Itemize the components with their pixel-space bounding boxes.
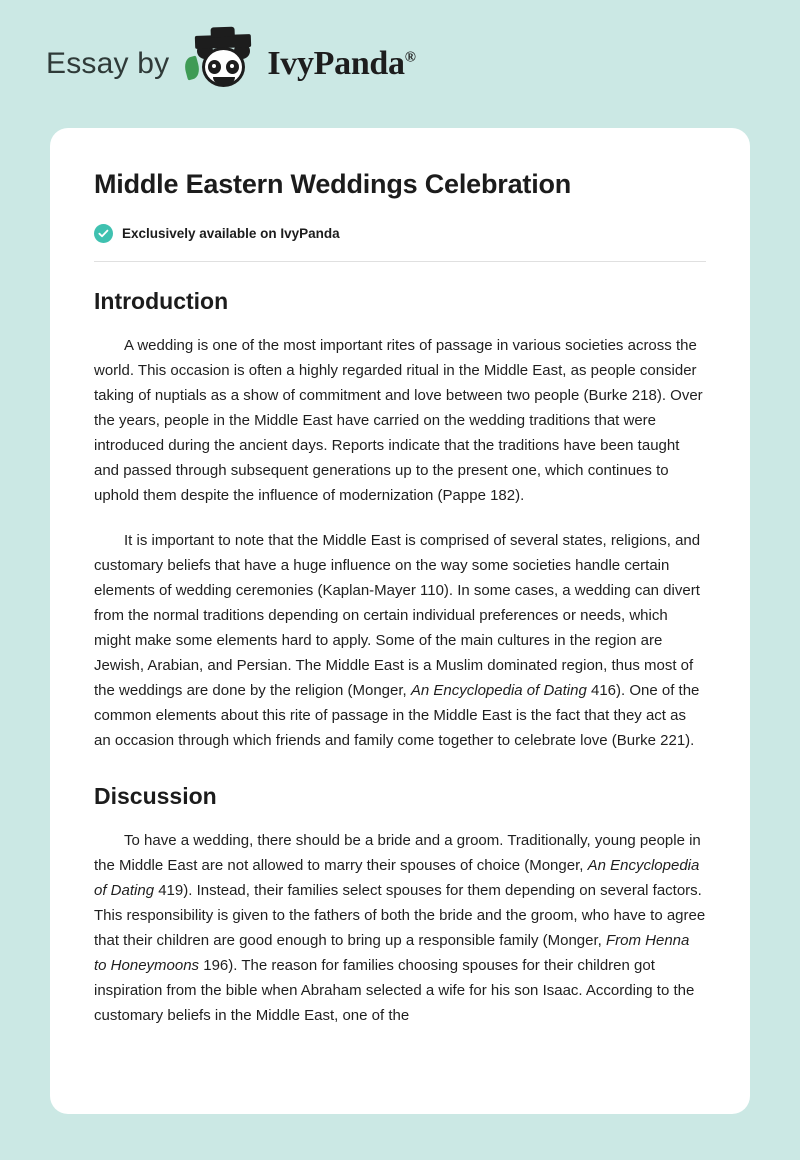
brand-name xyxy=(267,45,415,83)
document-sheet xyxy=(50,128,750,1114)
title-divider xyxy=(94,261,706,262)
essay-by-label: Essay by xyxy=(46,47,170,80)
check-circle-icon xyxy=(94,224,113,243)
brand-name-text: IvyPanda xyxy=(267,45,405,82)
panda-logo-icon xyxy=(183,33,261,95)
exclusive-label: Exclusively available on IvyPanda xyxy=(122,225,340,241)
site-header xyxy=(0,0,800,128)
ivypanda-logo[interactable] xyxy=(183,33,415,95)
registered-mark: ® xyxy=(404,49,416,66)
paragraph: A wedding is one of the most important rites of passage in various societies across the world. This occasion is often a highly regarded ritual in the Middle East, as people consider taking of nuptials as a show of commitment and love between two people (Burke 218). Over the years, people in the Middle East have carried on the wedding traditions that were introduced during the ancient days. Reports indicate that the traditions have been taught and passed through subsequent generations up to the present one, which continues to uphold them despite the influence of modernization (Pappe 182). xyxy=(94,336,703,504)
section-heading-discussion: Discussion xyxy=(94,782,217,809)
page-title: Middle Eastern Weddings Celebration xyxy=(94,169,572,199)
exclusive-badge xyxy=(94,224,706,243)
paragraph: To have a wedding, there should be a bride and a groom. Traditionally, young people in the Middle East are not allowed to marry their spouses of choice (Monger, An Encyclopedia of Dating 419). Instead, their families select spouses for them depending on several factors. This responsibility is given to the fathers of both the bride and the groom, who have to agree that their children are good enough to bring up a responsible family (Monger, From Henna to Honeymoons 196). The reason for families choosing spouses for their children got inspiration from the bible when Abraham selected a wife for his son Isaac. According to the customary beliefs in the Middle East, one of the xyxy=(94,831,706,1024)
section-heading-introduction: Introduction xyxy=(94,287,229,314)
paragraph: It is important to note that the Middle East is comprised of several states, religions, and customary beliefs that have a huge influence on the way some societies handle certain elements of wedding ceremonies (Kaplan-Mayer 110). In some cases, a wedding can divert from the normal traditions depending on certain individual preferences or needs, which might make some elements hard to apply. Some of the main cultures in the region are Jewish, Arabian, and Persian. The Middle East is a Muslim dominated region, thus most of the weddings are done by the religion (Monger, An Encyclopedia of Dating 416). One of the common elements about this rite of passage in the Middle East is the fact that they act as an occasion through which friends and family come together to celebrate love (Burke 221). xyxy=(94,531,701,749)
